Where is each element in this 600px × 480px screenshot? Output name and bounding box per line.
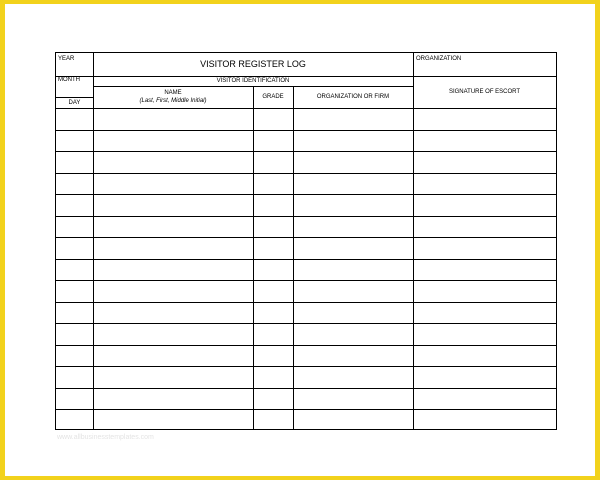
name-cell[interactable]	[93, 131, 253, 153]
signature-cell[interactable]	[413, 174, 556, 196]
visitor-identification-label: VISITOR IDENTIFICATION	[216, 78, 290, 84]
signature-cell[interactable]	[413, 109, 556, 131]
name-cell[interactable]	[93, 109, 253, 131]
grade-cell[interactable]	[253, 109, 293, 131]
day-cell[interactable]	[56, 195, 93, 217]
table-row	[56, 238, 556, 260]
table-row	[56, 131, 556, 153]
day-cell[interactable]	[56, 109, 93, 131]
name-cell[interactable]	[93, 346, 253, 368]
day-cell[interactable]	[56, 238, 93, 260]
organization-label: ORGANIZATION	[416, 56, 462, 62]
grade-cell[interactable]	[253, 152, 293, 174]
grade-cell[interactable]	[253, 324, 293, 346]
year-label: YEAR	[58, 56, 75, 62]
grade-cell[interactable]	[253, 281, 293, 303]
name-cell[interactable]	[93, 303, 253, 325]
grade-label: GRADE	[262, 94, 284, 100]
name-cell[interactable]	[93, 324, 253, 346]
month-label: MONTH	[58, 77, 80, 83]
org-or-firm-label: ORGANIZATION OR FIRM	[316, 94, 390, 100]
day-cell[interactable]	[56, 131, 93, 153]
table-row	[56, 324, 556, 346]
grade-cell[interactable]	[253, 131, 293, 153]
name-cell[interactable]	[93, 410, 253, 432]
grade-cell[interactable]	[253, 303, 293, 325]
signature-label: SIGNATURE OF ESCORT	[448, 89, 521, 95]
signature-cell[interactable]	[413, 217, 556, 239]
signature-cell[interactable]	[413, 410, 556, 432]
grade-cell[interactable]	[253, 174, 293, 196]
signature-cell[interactable]	[413, 367, 556, 389]
org-firm-cell[interactable]	[293, 195, 413, 217]
day-cell[interactable]	[56, 389, 93, 411]
title-row-bottom-line	[56, 76, 413, 77]
table-row	[56, 217, 556, 239]
name-cell[interactable]	[93, 260, 253, 282]
table-row	[56, 152, 556, 174]
table-row	[56, 195, 556, 217]
table-row	[56, 109, 556, 131]
day-cell[interactable]	[56, 217, 93, 239]
grade-cell[interactable]	[253, 260, 293, 282]
table-row	[56, 367, 556, 389]
table-row	[56, 281, 556, 303]
day-cell[interactable]	[56, 346, 93, 368]
form-title: VISITOR REGISTER LOG	[200, 59, 306, 69]
signature-cell[interactable]	[413, 389, 556, 411]
grade-cell[interactable]	[253, 367, 293, 389]
name-cell[interactable]	[93, 281, 253, 303]
name-cell[interactable]	[93, 152, 253, 174]
signature-cell[interactable]	[413, 281, 556, 303]
org-firm-cell[interactable]	[293, 367, 413, 389]
grade-cell[interactable]	[253, 410, 293, 432]
month-bottom-line	[56, 97, 93, 98]
day-cell[interactable]	[56, 260, 93, 282]
org-firm-cell[interactable]	[293, 410, 413, 432]
org-firm-cell[interactable]	[293, 303, 413, 325]
org-firm-cell[interactable]	[293, 174, 413, 196]
signature-cell[interactable]	[413, 238, 556, 260]
signature-cell[interactable]	[413, 195, 556, 217]
visitor-register-form	[55, 52, 557, 430]
table-row	[56, 389, 556, 411]
day-cell[interactable]	[56, 324, 93, 346]
organization-row-bottom-line	[413, 76, 556, 77]
table-row	[56, 303, 556, 325]
org-firm-cell[interactable]	[293, 389, 413, 411]
grade-cell[interactable]	[253, 389, 293, 411]
name-cell[interactable]	[93, 238, 253, 260]
org-firm-cell[interactable]	[293, 152, 413, 174]
org-firm-cell[interactable]	[293, 281, 413, 303]
signature-cell[interactable]	[413, 346, 556, 368]
name-cell[interactable]	[93, 367, 253, 389]
name-cell[interactable]	[93, 389, 253, 411]
table-row	[56, 174, 556, 196]
name-cell[interactable]	[93, 217, 253, 239]
grade-cell[interactable]	[253, 346, 293, 368]
table-row	[56, 346, 556, 368]
signature-cell[interactable]	[413, 152, 556, 174]
day-label: DAY	[68, 100, 81, 106]
page-sheet	[5, 4, 595, 476]
org-firm-cell[interactable]	[293, 109, 413, 131]
name-hint: (Last, First, Middle Initial)	[139, 98, 207, 104]
signature-cell[interactable]	[413, 131, 556, 153]
name-cell[interactable]	[93, 174, 253, 196]
org-firm-cell[interactable]	[293, 238, 413, 260]
grade-cell[interactable]	[253, 217, 293, 239]
day-cell[interactable]	[56, 410, 93, 432]
org-firm-cell[interactable]	[293, 346, 413, 368]
grade-cell[interactable]	[253, 195, 293, 217]
table-row	[56, 260, 556, 282]
watermark: www.allbusinesstemplates.com	[57, 434, 154, 441]
signature-cell[interactable]	[413, 303, 556, 325]
org-firm-cell[interactable]	[293, 217, 413, 239]
org-firm-cell[interactable]	[293, 131, 413, 153]
signature-cell[interactable]	[413, 324, 556, 346]
day-cell[interactable]	[56, 152, 93, 174]
grade-cell[interactable]	[253, 238, 293, 260]
org-firm-cell[interactable]	[293, 260, 413, 282]
table-row	[56, 410, 556, 432]
day-cell[interactable]	[56, 367, 93, 389]
org-firm-cell[interactable]	[293, 324, 413, 346]
name-cell[interactable]	[93, 195, 253, 217]
name-label: NAME	[164, 90, 182, 96]
day-cell[interactable]	[56, 303, 93, 325]
day-cell[interactable]	[56, 281, 93, 303]
signature-cell[interactable]	[413, 260, 556, 282]
day-cell[interactable]	[56, 174, 93, 196]
